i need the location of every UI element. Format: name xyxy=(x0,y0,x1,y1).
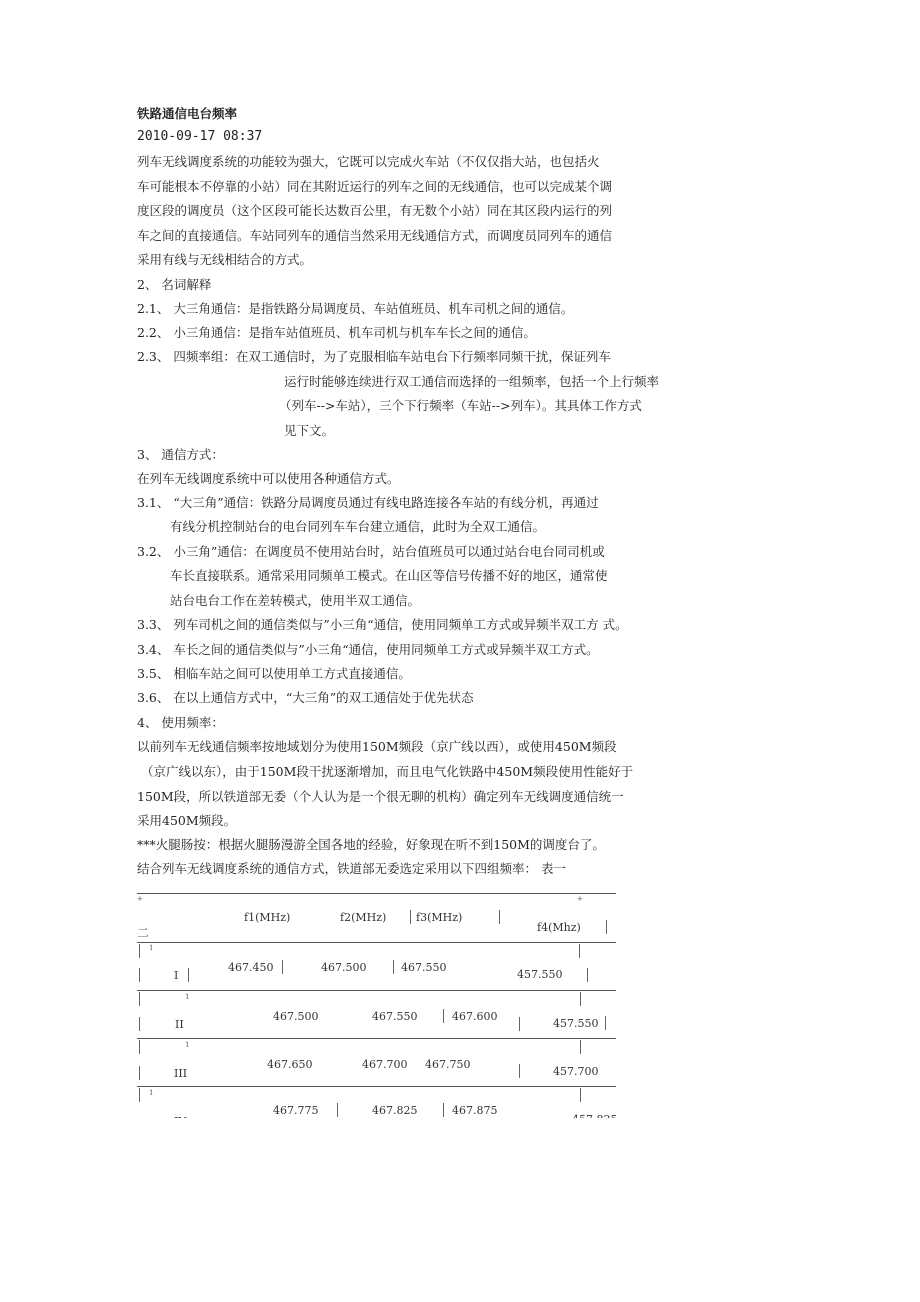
table-cell: 467.700 xyxy=(362,1058,408,1071)
paragraph-line: 2.2、 小三角通信：是指车站值班员、机车司机与机车车长之间的通信。 xyxy=(137,325,536,340)
table-divider xyxy=(188,968,189,982)
paragraph-line: 采用有线与无线相结合的方式。 xyxy=(137,252,313,267)
header-f2: f2(MHz) xyxy=(340,911,387,924)
paragraph-line: 车可能根本不停靠的小站）同在其附近运行的列车之间的无线通信，也可以完成某个调 xyxy=(137,179,613,194)
table-divider xyxy=(139,968,140,982)
paragraph-line: 站台电台工作在差转模式，使用半双工通信。 xyxy=(170,593,421,608)
row-label: III xyxy=(174,1067,188,1080)
table-rule xyxy=(137,893,616,894)
paragraph-line: 3.6、 在以上通信方式中，“大三角”的双工通信处于优先状态 xyxy=(137,690,474,705)
table-divider xyxy=(282,960,283,974)
paragraph-line: 列车无线调度系统的功能较为强大，它既可以完成火车站（不仅仅指大站，也包括火 xyxy=(137,154,600,169)
paragraph-line: 3.4、 车长之间的通信类似与”小三角“通信，使用同频单工方式或异频半双工方式。 xyxy=(137,642,599,657)
table-divider xyxy=(139,1040,140,1054)
paragraph-line: 在列车无线调度系统中可以使用各种通信方式。 xyxy=(137,471,400,486)
doc-date: 2010-09-17 08:37 xyxy=(137,129,263,144)
table-divider xyxy=(139,992,140,1006)
table-divider xyxy=(139,1088,140,1102)
table-divider xyxy=(587,968,588,982)
table-cell: 467.450 xyxy=(228,961,274,974)
row-label: I xyxy=(174,969,179,982)
paragraph-line: 3.2、 小三角”通信：在调度员不使用站台时，站台值班员可以通过站台电台同司机或 xyxy=(137,544,605,559)
table-divider xyxy=(606,920,607,934)
table-rule xyxy=(137,942,616,943)
table-divider xyxy=(579,944,580,958)
table-divider xyxy=(580,992,581,1006)
table-cell: 457.550 xyxy=(517,968,563,981)
paragraph-line: 见下文。 xyxy=(284,423,335,438)
table-cell: 467.500 xyxy=(321,961,367,974)
table-tick: 1 xyxy=(185,1041,190,1049)
table-cell: 467.550 xyxy=(372,1010,418,1023)
table-divider xyxy=(605,1016,606,1030)
table-cell: 467.775 xyxy=(273,1104,319,1117)
table-plus-mark: + xyxy=(137,895,143,903)
table-rule xyxy=(137,990,616,991)
table-tick: 1 xyxy=(149,1089,154,1097)
table-tick: 1 xyxy=(149,944,154,952)
table-divider xyxy=(410,910,411,924)
table-cell: 467.500 xyxy=(273,1010,319,1023)
table-divider xyxy=(519,1064,520,1078)
section-heading: 2、 名词解释 xyxy=(137,277,212,292)
table-divider xyxy=(519,1017,520,1031)
row-label: II xyxy=(175,1018,184,1031)
table-divider xyxy=(139,1017,140,1031)
header-f3: f3(MHz) xyxy=(416,911,463,924)
table-cell: 467.875 xyxy=(452,1104,498,1117)
paragraph-line: 运行时能够连续进行双工通信而选择的一组频率，包括一个上行频率 xyxy=(284,374,660,389)
table-cell: 457.550 xyxy=(553,1017,599,1030)
section-heading: 4、 使用频率： xyxy=(137,715,224,730)
paragraph-line: 3.5、 相临车站之间可以使用单工方式直接通信。 xyxy=(137,666,411,681)
table-divider xyxy=(443,1009,444,1023)
header-f4: f4(Mhz) xyxy=(537,921,581,934)
paragraph-line: 车之间的直接通信。车站同列车的通信当然采用无线通信方式，而调度员同列车的通信 xyxy=(137,228,613,243)
page-bottom-blank xyxy=(0,1118,920,1302)
table-divider xyxy=(393,960,394,974)
section-heading: 3、 通信方式： xyxy=(137,447,224,462)
paragraph-line: 结合列车无线调度系统的通信方式，铁道部无委选定采用以下四组频率： 表一 xyxy=(137,861,566,876)
table-cell: 457.700 xyxy=(553,1065,599,1078)
paragraph-line: ***火腿肠按：根据火腿肠漫游全国各地的经验，好象现在听不到150M的调度台了。 xyxy=(137,837,605,852)
paragraph-line: 采用450M频段。 xyxy=(137,813,237,828)
table-rule xyxy=(137,1038,616,1039)
paragraph-line: 有线分机控制站台的电台同列车车台建立通信，此时为全双工通信。 xyxy=(170,519,546,534)
paragraph-line: 车长直接联系。通常采用同频单工模式。在山区等信号传播不好的地区，通常使 xyxy=(170,568,608,583)
paragraph-line: 度区段的调度员（这个区段可能长达数百公里，有无数个小站）同在其区段内运行的列 xyxy=(137,203,613,218)
table-divider xyxy=(139,1066,140,1080)
table-cell: 467.550 xyxy=(401,961,447,974)
table-cell: 467.825 xyxy=(372,1104,418,1117)
table-divider xyxy=(337,1103,338,1117)
table-divider xyxy=(499,910,500,924)
table-rule xyxy=(137,1086,616,1087)
paragraph-line: （列车-->车站），三个下行频率（车站-->列车）。其具体工作方式 xyxy=(279,398,642,413)
paragraph-line: 3.1、 “大三角”通信：铁路分局调度员通过有线电路连接各车站的有线分机，再通过 xyxy=(137,495,599,510)
doc-title: 铁路通信电台频率 xyxy=(137,106,238,121)
paragraph-line: （京广线以东），由于150M段干扰逐渐增加，而且电气化铁路中450M频段使用性能好于 xyxy=(141,764,634,779)
table-cell: 467.650 xyxy=(267,1058,313,1071)
paragraph-line: 以前列车无线通信频率按地域划分为使用150M频段（京广线以西），或使用450M频段 xyxy=(137,739,617,754)
table-cell: 467.750 xyxy=(425,1058,471,1071)
table-tick: 1 xyxy=(185,993,190,1001)
paragraph-line: 150M段，所以铁道部无委（个人认为是一个很无聊的机构）确定列车无线调度通信统一 xyxy=(137,789,624,804)
header-f1: f1(MHz) xyxy=(244,911,291,924)
table-divider xyxy=(443,1103,444,1117)
table-divider xyxy=(139,944,140,958)
paragraph-line: 2.1、 大三角通信：是指铁路分局调度员、车站值班员、机车司机之间的通信。 xyxy=(137,301,574,316)
table-divider xyxy=(580,1040,581,1054)
table-divider xyxy=(580,1088,581,1102)
table-plus-mark: + xyxy=(577,895,583,903)
table-cell: 467.600 xyxy=(452,1010,498,1023)
paragraph-line: 2.3、 四频率组：在双工通信时，为了克服相临车站电台下行频率同频干扰，保证列车 xyxy=(137,349,611,364)
table-corner: 二 xyxy=(137,926,150,940)
paragraph-line: 3.3、 列车司机之间的通信类似与”小三角“通信，使用同频单工方式或异频半双工方 式。 xyxy=(137,617,628,632)
